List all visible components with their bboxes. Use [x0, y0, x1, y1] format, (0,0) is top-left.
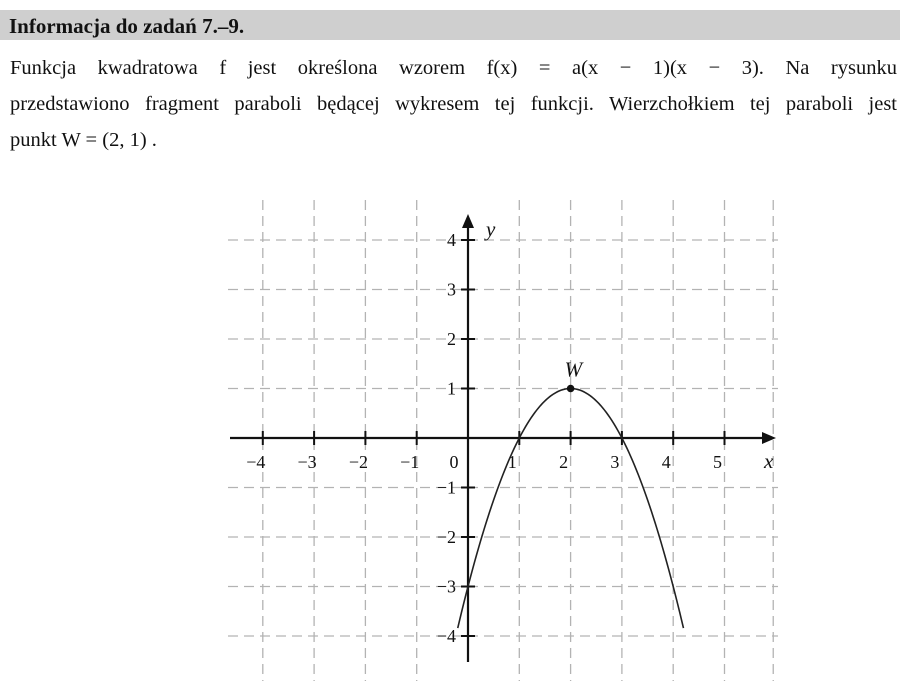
section-title: Informacja do zadań 7.–9.	[9, 14, 245, 38]
y-tick-label: −2	[436, 527, 456, 547]
x-tick-label: 2	[559, 452, 569, 472]
x-tick-label: 0	[449, 452, 459, 472]
vertex-point	[565, 358, 585, 393]
x-tick-label: 4	[661, 452, 671, 472]
y-tick-label: 4	[447, 230, 456, 250]
x-tick-label: 1	[507, 452, 517, 472]
vertex-point-w	[567, 385, 575, 393]
tick-labels	[246, 217, 774, 646]
y-axis-arrow	[462, 214, 474, 228]
x-axis-arrow	[762, 432, 776, 444]
description-line-3: punkt W = (2, 1) .	[10, 129, 157, 151]
x-tick-label: 5	[713, 452, 722, 472]
y-tick-label: 1	[447, 378, 456, 399]
x-tick-label: −3	[297, 452, 317, 472]
y-tick-label: −4	[436, 626, 456, 646]
y-tick-label: −3	[436, 576, 456, 597]
axes	[230, 214, 776, 662]
x-tick-label: −2	[348, 452, 368, 472]
x-tick-label: −1	[400, 452, 420, 472]
x-tick-label: 3	[610, 452, 620, 472]
description-line-2: przedstawiono fragment paraboli będącej wykresem tej funkcji. Wierzchołkiem tej paraboli jest	[10, 93, 897, 115]
y-tick-label: −1	[436, 477, 456, 498]
description-line-1: Funkcja kwadratowa f jest określona wzorem f(x) = a(x − 1)(x − 3). Na rysunku	[10, 57, 897, 79]
y-tick-label: 2	[447, 329, 456, 349]
vertex-point-label: W	[564, 357, 583, 382]
y-axis-label: y	[486, 217, 496, 241]
x-tick-label: −4	[246, 452, 266, 472]
y-tick-label: 3	[447, 279, 456, 300]
x-axis-label: x	[764, 449, 774, 473]
grid-lines	[228, 200, 778, 681]
